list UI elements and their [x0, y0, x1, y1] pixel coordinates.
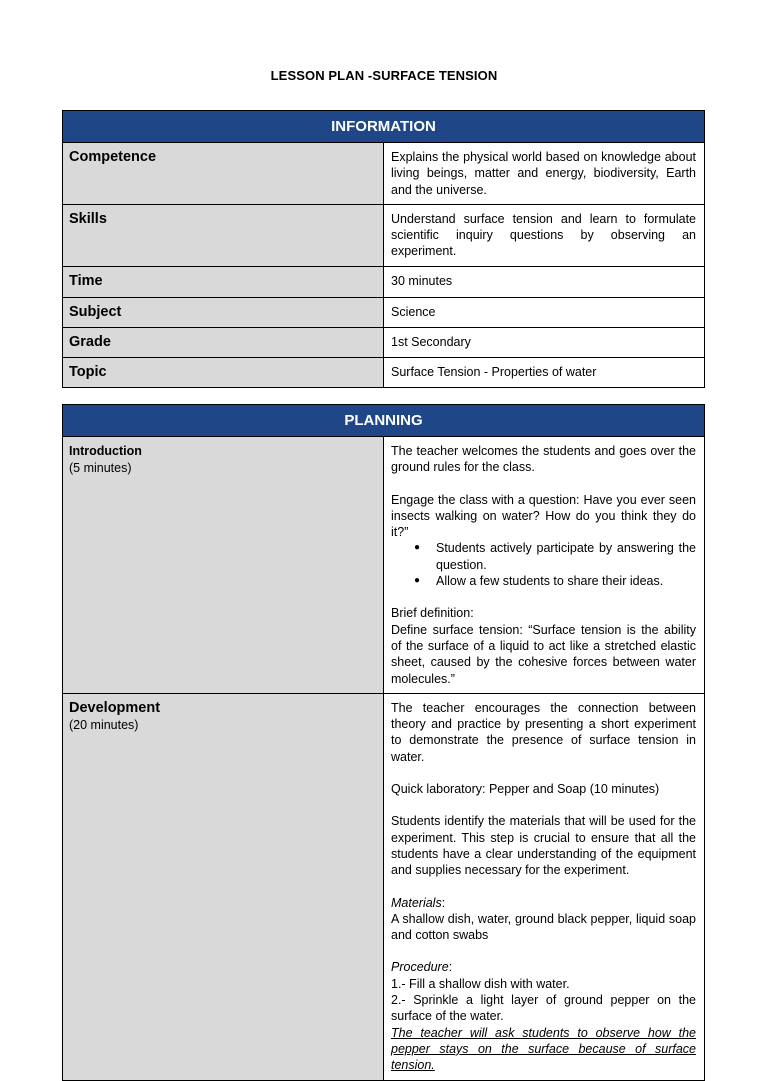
information-table: [62, 110, 705, 388]
materials-heading-line: Materials:: [391, 895, 446, 910]
table-row: [63, 327, 705, 357]
definition-text: Define surface tension: “Surface tension is the ability of the surface of a liquid to act like a stretched elastic sheet, caused by the cohesive forces between water molecules.”: [391, 622, 696, 686]
introduction-content: [384, 437, 705, 694]
development-title: Development: [69, 699, 161, 716]
development-content: [384, 693, 705, 1080]
page-title: LESSON PLAN -SURFACE TENSION: [270, 68, 498, 83]
skills-value: Understand surface tension and learn to formulate scientific inquiry questions by observing an experiment.: [384, 204, 705, 266]
materials-heading: Materials: [391, 895, 442, 910]
planning-header: PLANNING: [63, 405, 705, 437]
teacher-note: The teacher will ask students to observe how the pepper stays on the surface because of surface tension.: [391, 1025, 696, 1073]
development-label: [63, 693, 384, 1080]
time-value: 30 minutes: [384, 266, 705, 297]
table-row: [63, 693, 705, 1080]
introduction-title: Introduction: [69, 444, 142, 458]
information-header: INFORMATION: [63, 111, 705, 143]
topic-label: Topic: [63, 357, 384, 387]
intro-bullet-list: [391, 540, 696, 589]
materials-text: A shallow dish, water, ground black pepper, liquid soap and cotton swabs: [391, 911, 696, 943]
intro-paragraph: The teacher welcomes the students and goes over the ground rules for the class.: [391, 444, 696, 475]
development-duration: (20 minutes): [69, 717, 139, 732]
procedure-step-2: 2.- Sprinkle a light layer of ground pepper on the surface of the water.: [391, 993, 696, 1024]
list-item: ● Students actively participate by answering the question.: [436, 540, 696, 573]
procedure-heading-line: Procedure:: [391, 960, 453, 975]
table-row: [63, 437, 705, 694]
competence-label: Competence: [63, 143, 384, 205]
subject-value: Science: [384, 297, 705, 327]
table-row: [63, 297, 705, 327]
table-row: [63, 204, 705, 266]
time-label: Time: [63, 266, 384, 297]
materials-intro: Students identify the materials that will be used for the experiment. This step is crucial to ensure that all the students have a clear understanding of the equipment and supplies necessary for the experiment.: [391, 814, 696, 878]
skills-label: Skills: [63, 204, 384, 266]
procedure-step-1: 1.- Fill a shallow dish with water.: [391, 976, 570, 991]
definition-heading: Brief definition:: [391, 606, 474, 621]
planning-table: [62, 404, 705, 1081]
competence-value: Explains the physical world based on knowledge about living beings, matter and energy, biodiversity, Earth and the universe.: [384, 143, 705, 205]
grade-label: Grade: [63, 327, 384, 357]
topic-value: Surface Tension - Properties of water: [384, 357, 705, 387]
grade-value: 1st Secondary: [384, 327, 705, 357]
list-item: ● Allow a few students to share their ideas.: [436, 573, 696, 589]
procedure-heading: Procedure: [391, 960, 449, 975]
table-row: [63, 266, 705, 297]
table-row: [63, 143, 705, 205]
intro-question: Engage the class with a question: Have you ever seen insects walking on water? How do you think they do it?”: [391, 492, 696, 540]
table-row: [63, 357, 705, 387]
introduction-label: [63, 437, 384, 694]
subject-label: Subject: [63, 297, 384, 327]
introduction-duration: (5 minutes): [69, 461, 132, 475]
quick-lab-line: Quick laboratory: Pepper and Soap (10 minutes): [391, 782, 660, 797]
development-paragraph: The teacher encourages the connection between theory and practice by presenting a short experiment to demonstrate the presence of surface tension in water.: [391, 700, 696, 764]
